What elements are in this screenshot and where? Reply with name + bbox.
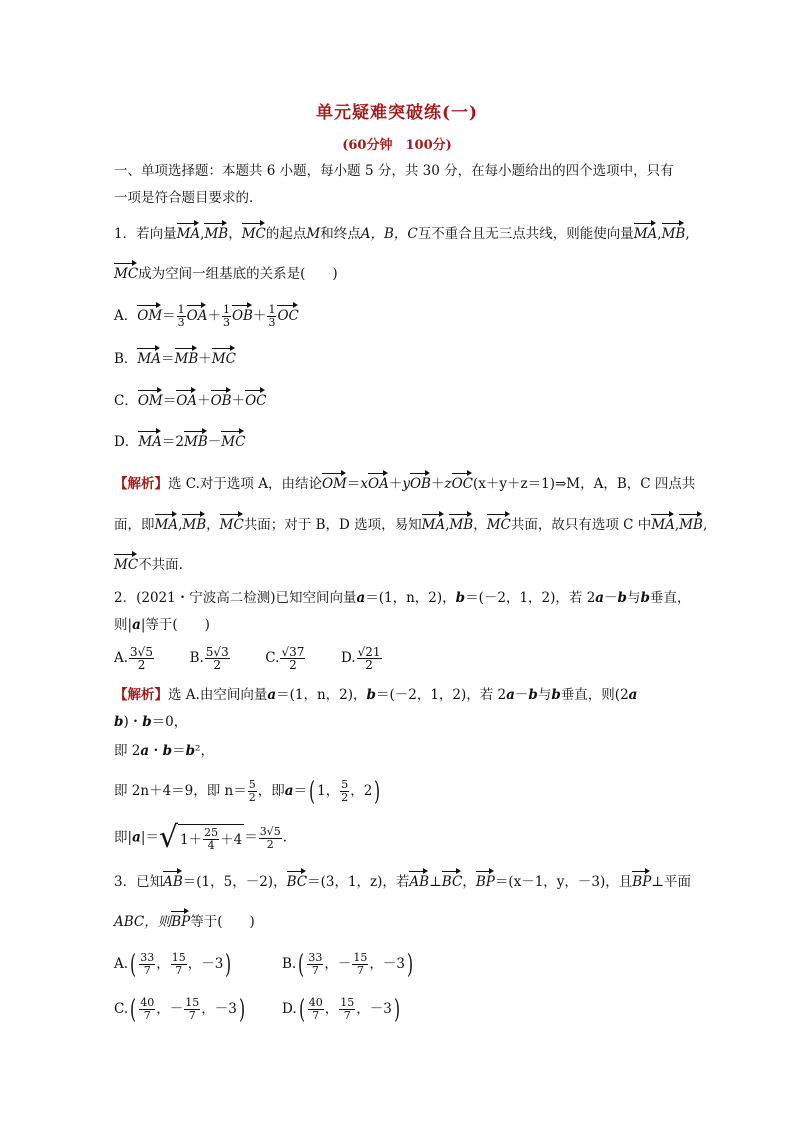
q1-option-b: B．MA＝MB＋MC [114, 347, 236, 368]
q2-stem-line-1: 2．(2021・宁波高二检测)已知空间向量a＝(1，n，2)，b＝(－2，1，2)，若 2a－b与b垂直， [114, 590, 691, 606]
q3-option-c: C.( $\frac{40}{7}$ ，－ $\frac{15}{7}$ ，－3) [114, 994, 246, 1025]
q1-option-c: C．OM＝OA＋OB＋OC [114, 389, 266, 410]
q3-option-b: B.( $\frac{33}{7}$ ，－ $\frac{15}{7}$ ，－3) [282, 949, 414, 980]
q3-option-d: D.( $\frac{40}{7}$ ， $\frac{15}{7}$ ，－3) [282, 994, 401, 1025]
page-subtitle: (60分钟 100分) [342, 138, 452, 153]
section-instructions-line-2: 一项是符合题目要求的. [114, 190, 254, 206]
q1-analysis-line-1: 【解析】选 C.对于选项 A，由结论OM＝xOA＋yOB＋zOC(x＋y＋z＝1)⇒M，A，B，C 四点共 [114, 472, 695, 493]
q2-analysis-line-3: 即 2a・b＝b²， [114, 743, 214, 759]
q2-analysis-line-5: 即|a|＝ √ 1＋ $\frac{25}{4}$ ＋4 ＝ $\frac{3√5}{2}$ . [114, 820, 287, 855]
q1-stem-line-2: MC成为空间一组基底的关系是( ) [114, 262, 338, 283]
q2-stem-line-2: 则|a|等于( ) [114, 617, 210, 633]
q3-stem-line-1: 3．已知AB＝(1，5，－2)，BC＝(3，1，z)，若AB⊥BC，BP＝(x－1，y，－3)，且BP⊥平面 [114, 870, 691, 891]
q1-option-a: A．OM＝ $\frac{1}{3}$ OA＋ $\frac{1}{3}$ OB＋ $\frac{1}{3}$ OC [114, 303, 299, 329]
q3-stem-line-2: ABC，则BP等于( ) [114, 910, 255, 931]
q1-analysis-line-3: MC不共面. [114, 553, 183, 574]
q1-stem-line-1: 1．若向量MA,MB，MC的起点M和终点A，B，C互不重合且无三点共线，则能使向量MA,MB, [114, 222, 690, 243]
q2-analysis-line-4: 即 2n＋4＝9，即 n＝ $\frac{5}{2}$ ，即a＝( 1， $\frac{5}{2}$ ，2) [114, 776, 381, 807]
section-instructions-line-1: 一、单项选择题：本题共 6 小题，每小题 5 分，共 30 分，在每小题给出的四个选项中，只有 [114, 163, 674, 179]
q2-analysis-line-1: 【解析】选 A.由空间向量a＝(1，n，2)，b＝(－2，1，2)，若 2a－b与b垂直，则(2a [114, 687, 638, 703]
q2-analysis-line-2: b)・b＝0， [114, 714, 188, 730]
page-title: 单元疑难突破练(一) [315, 103, 479, 123]
q1-option-d: D．MA＝2MB－MC [114, 430, 245, 451]
q3-option-a: A.( $\frac{33}{7}$ ， $\frac{15}{7}$ ，－3) [114, 949, 232, 980]
q1-analysis-line-2: 面，即MA,MB，MC共面；对于 B，D 选项，易知MA,MB，MC共面，故只有选项 C 中MA,MB, [114, 513, 707, 534]
q2-options: A. $\frac{3√5}{2}$ B. $\frac{5√3}{2}$ C. $\frac{√37}{2}$ D. $\frac{√21}{2}$ [114, 645, 381, 672]
